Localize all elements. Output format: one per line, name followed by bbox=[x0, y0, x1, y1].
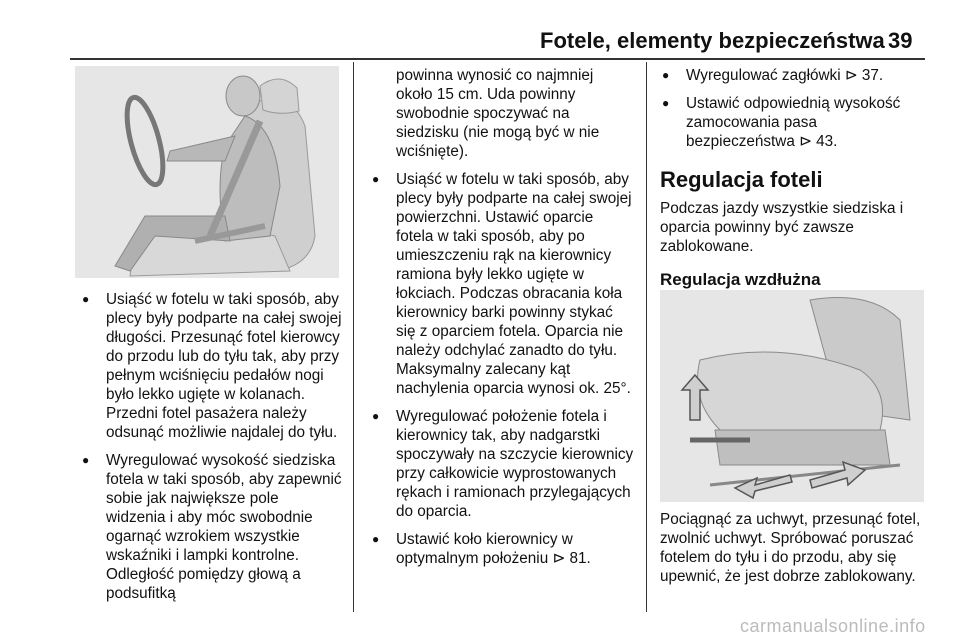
section-text: Podczas jazdy wszystkie siedziska i oparcia powinny być zawsze zablokowane. bbox=[660, 200, 904, 255]
column-3-after-image bbox=[660, 510, 928, 586]
list-item: ● Ustawić odpowiednią wysokość zamocowania pasa bezpieczeństwa ⊳ 43. bbox=[660, 94, 928, 151]
continued-paragraph: powinna wynosić co najmniej około 15 cm. Uda powinny swobodnie spoczywać na siedzisku (nie mogą być w nie wciśnięte). bbox=[396, 67, 600, 160]
column-divider bbox=[646, 62, 647, 612]
column-divider bbox=[353, 62, 354, 612]
list-item: ● Usiąść w fotelu w taki sposób, aby plecy były podparte na całej swojej długości. Przesunąć fotel kierowcy do przodu lub do tyłu tak, aby przy pełnym wciśnięciu pedałów nogi było lekko ugięte w kolanach. Przedni fotel pasażera należy odsunąć możliwie najdalej do tyłu. bbox=[80, 290, 342, 442]
subsection-heading: Regulacja wzdłużna bbox=[660, 270, 821, 289]
list-item: ● Wyregulować zagłówki ⊳ 37. bbox=[660, 66, 928, 85]
watermark: carmanualsonline.info bbox=[740, 616, 926, 636]
driver-seating-illustration bbox=[75, 66, 339, 278]
page-number: 39 bbox=[888, 28, 913, 53]
list-item: ● Wyregulować wysokość siedziska fotela w taki sposób, aby zapewnić sobie jak największe pole widzenia i aby móc swobodnie ogarnąć wzrokiem wszystkie wskaźniki i lampki kontrolne. Odległość pomiędzy głową a podsufitką bbox=[80, 451, 342, 603]
section-text: Pociągnąć za uchwyt, przesunąć fotel, zwolnić uchwyt. Spróbować poruszać fotelem do tyłu i do przodu, aby się upewnić, że jest dobrze zablokowany. bbox=[660, 511, 921, 585]
seat-adjustment-illustration bbox=[660, 290, 924, 502]
page-header-title: Fotele, elementy bezpieczeństwa bbox=[540, 28, 885, 53]
column-3 bbox=[660, 66, 928, 299]
column-1 bbox=[80, 290, 342, 612]
section-heading: Regulacja foteli bbox=[660, 167, 823, 192]
header-divider bbox=[70, 58, 925, 60]
column-2 bbox=[370, 66, 634, 577]
list-item: ● Ustawić koło kierownicy w optymalnym położeniu ⊳ 81. bbox=[370, 530, 634, 568]
list-item: ● Usiąść w fotelu w taki sposób, aby plecy były podparte na całej swojej powierzchni. Ustawić oparcie fotela w taki sposób, aby po umieszczeniu rąk na kierownicy ramiona były lekko ugięte w łokciach. Podczas obracania koła kierownicy barki powinny stykać się z oparciem fotela. Oparcia nie należy odchylać zanadto do tyłu. Maksymalny zalecany kąt nachylenia oparcia wynosi ok. 25°. bbox=[370, 170, 634, 398]
list-item: ● Wyregulować położenie fotela i kierownicy tak, aby nadgarstki spoczywały na szczycie kierownicy przy całkowicie wyprostowanych rękach i ramionach przylegających do oparcia. bbox=[370, 407, 634, 521]
